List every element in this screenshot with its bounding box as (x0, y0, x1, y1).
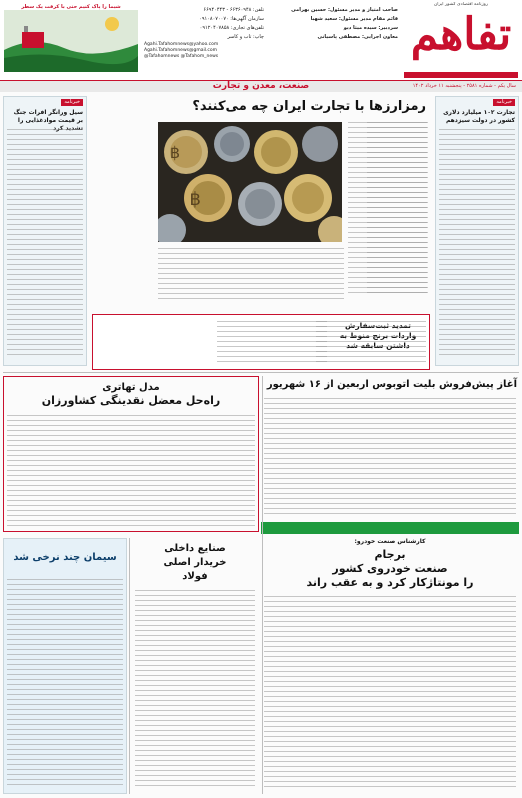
red-box-body-right (217, 321, 327, 366)
sidebar-tag: خبرنامه (493, 99, 515, 106)
green-bar (261, 522, 519, 534)
sidebar-tag: خبرنامه (61, 99, 83, 106)
landscape-illustration-icon (4, 10, 138, 72)
red-box-body-left (316, 321, 426, 366)
logo-block (404, 2, 518, 82)
section-title: صنعت، معدن و تجارت (212, 81, 310, 91)
publisher-line: صاحب امتیاز و مدیر مسئول: حسین بهرامی (291, 7, 398, 13)
section-strip (0, 80, 522, 92)
sidebar-body (439, 129, 515, 359)
social-line: @Tafahomnews @Tafahom_news (144, 54, 219, 59)
logo-subtitle: روزنامه اقتصادی کشور ایران (433, 2, 488, 7)
lead-body-left (367, 122, 427, 297)
lead-story (92, 96, 430, 306)
contact-line: تلفن: ۶۶۳۶۰۹۴۸ - ۶۶۹۴۰۴۴۳ (203, 7, 264, 13)
farm-body (7, 415, 255, 530)
cement-title: سیمان چند نرخی شد (13, 552, 117, 563)
contact-info (144, 6, 264, 76)
publisher-info (268, 6, 398, 76)
bus-story (261, 376, 519, 518)
svg-text:฿: ฿ (189, 189, 201, 210)
publisher-line: معاون اجرایی: مصطفی پاسیانی (317, 34, 398, 40)
sidebar-body (7, 129, 83, 359)
publisher-line: سردبیر: سیده میثا دیو (343, 25, 398, 31)
lead-body-bottom (158, 248, 344, 303)
svg-text:฿: ฿ (169, 143, 180, 162)
bus-title: آغاز پیش‌فروش بلیت اتوبوس اربعین از ۱۶ شهریور (266, 379, 517, 390)
lead-title: رمزارزها با تجارت ایران چه می‌کنند؟ (192, 99, 426, 114)
sidebar-title: سیل ورانگر افرات جنگ بر قیمت موادغذایی را (13, 109, 83, 124)
publisher-line: قائم مقام مدیر مسئول: سعید شهبا (310, 16, 398, 22)
steel-body (135, 590, 255, 790)
bus-body (264, 398, 516, 518)
logo-ribbon-icon (404, 70, 518, 80)
farm-story (3, 376, 259, 532)
logo: تفاهم (410, 9, 512, 60)
steel-title-1: صنایع داخلی (164, 543, 226, 554)
sidebar-title: تجارت ۱۰۲ میلیارد دلاری کشور در دولت سیزدهم (443, 109, 515, 124)
email-line: Agahi.Tafahomnews@gmail.com (144, 48, 218, 53)
farm-title-2: راه‌حل معضل نقدینگی کشاورزان (41, 394, 221, 407)
left-sidebar (3, 96, 87, 366)
cars-body (264, 596, 516, 791)
red-box-story (92, 314, 430, 370)
cars-title-1: برجام (374, 548, 406, 561)
date-line: سال یکم - شماره ۲۵۸۱ - پنجشنبه ۱۱ خرداد ۱۴۰۲ (412, 83, 516, 89)
tagline: شیما را پاک کنیم حتی با کرفت یک سطر (21, 4, 121, 10)
cement-story (3, 538, 127, 794)
farm-title-1: مدل تهاتری (102, 382, 160, 393)
crypto-coins-photo (158, 122, 342, 242)
contact-line: چاپ: تاب و کاسر (227, 34, 264, 40)
contact-line: سازمان آگهی‌ها: ۰۹۱۰۸۰۷۰۰۷۰ (199, 16, 264, 22)
cars-kicker: کارشناس صنعت خودرو: (354, 538, 426, 545)
right-sidebar (435, 96, 519, 366)
cars-story (261, 522, 519, 794)
steel-title-3: فولاد (182, 571, 208, 582)
cement-body (7, 579, 123, 789)
cars-title-2: صنعت خودروی کشور (332, 562, 448, 575)
steel-title-2: خریدار اصلی (163, 557, 227, 568)
cars-title-3: را مونتاژکار کرد و به عقب راند (306, 576, 474, 589)
masthead (0, 0, 522, 92)
steel-story (132, 538, 258, 794)
masthead-illustration (4, 4, 138, 76)
email-line: Agahi.Tafahomnews@yahoo.com (144, 42, 219, 47)
contact-line: تلفن‌های تجاری: ۰۹۱۲۰۴۰۷۸۵۸ (199, 25, 264, 31)
